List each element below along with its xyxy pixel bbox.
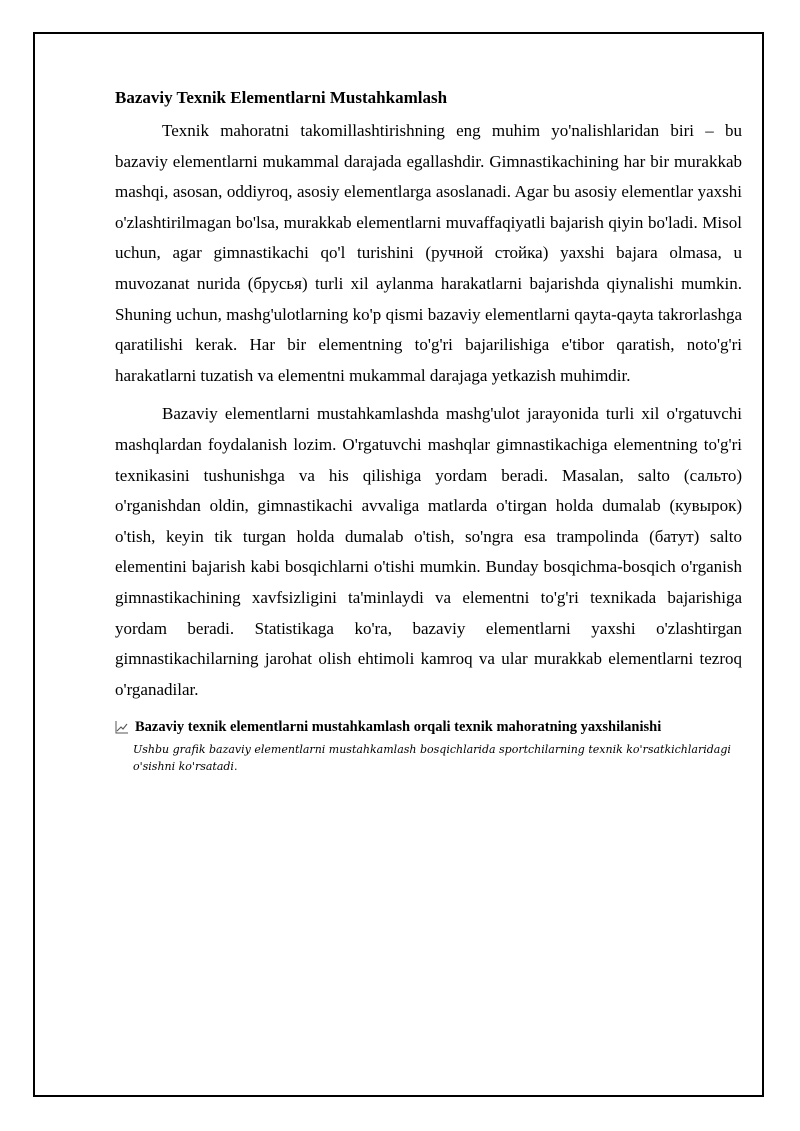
figure-caption: Ushbu grafik bazaviy elementlarni mustahkamlash bosqichlarida sportchilarning texnik ko'rsatkichlaridagi o'sishni ko'rsatadi.: [133, 743, 731, 774]
body-paragraph-1: Texnik mahoratni takomillashtirishning eng muhim yo'nalishlaridan biri – bu bazaviy elementlarni mukammal darajada egallashdir. Gimnastikachining har bir murakkab mashqi, asosan, oddiyroq, asosiy elementlarga asoslanadi. Agar bu asosiy elementlar yaxshi o'zlashtirilmagan bo'lsa, murakkab elementlarni muvaffaqiyatli bajarish qiyin bo'ladi. Misol uchun, agar gimnastikachi qo'l turishini (ручной стойка) yaxshi bajara olmasa, u muvozanat nurida (брусья) turli xil aylanma harakatlarni bajarishda qiynalishi mumkin. Shuning uchun, mashg'ulotlarning ko'p qismi bazaviy elementlarni qayta-qayta takrorlashga qaratilishi kerak. Har bir elementning to'g'ri bajarilishiga e'tibor qaratish, noto'g'ri harakatlarni tuzatish va elementni mukammal darajaga yetkazish muhimdir.: [115, 121, 742, 385]
page-content: [115, 86, 742, 775]
figure-title-row: [115, 717, 742, 737]
chart-icon: [115, 720, 129, 734]
figure-title: Bazaviy texnik elementlarni mustahkamlash orqali texnik mahoratning yaxshilanishi: [135, 719, 662, 736]
figure-block: [115, 717, 742, 775]
body-paragraph-2: Bazaviy elementlarni mustahkamlashda mashg'ulot jarayonida turli xil o'rgatuvchi mashqlardan foydalanish lozim. O'rgatuvchi mashqlar gimnastikachiga elementning to'g'ri texnikasini tushunishga va his qilishiga yordam beradi. Masalan, salto (сальто) o'rganishdan oldin, gimnastikachi avvaliga matlarda o'tirgan holda dumalab (кувырок) o'tish, keyin tik turgan holda dumalab o'tish, so'ngra esa trampolinda (батут) salto elementini bajarish kabi bosqichlarni o'tishi mumkin. Bunday bosqichma-bosqich o'rganish gimnastikachining xavfsizligini ta'minlaydi va elementni to'g'ri texnikada bajarishiga yordam beradi. Statistikaga ko'ra, bazaviy elementlarni yaxshi o'zlashtirgan gimnastikachilarning jarohat olish ehtimoli kamroq va ular murakkab elementlarni tezroq o'rganadilar.: [115, 404, 742, 699]
section-heading: Bazaviy Texnik Elementlarni Mustahkamlash: [115, 88, 448, 107]
